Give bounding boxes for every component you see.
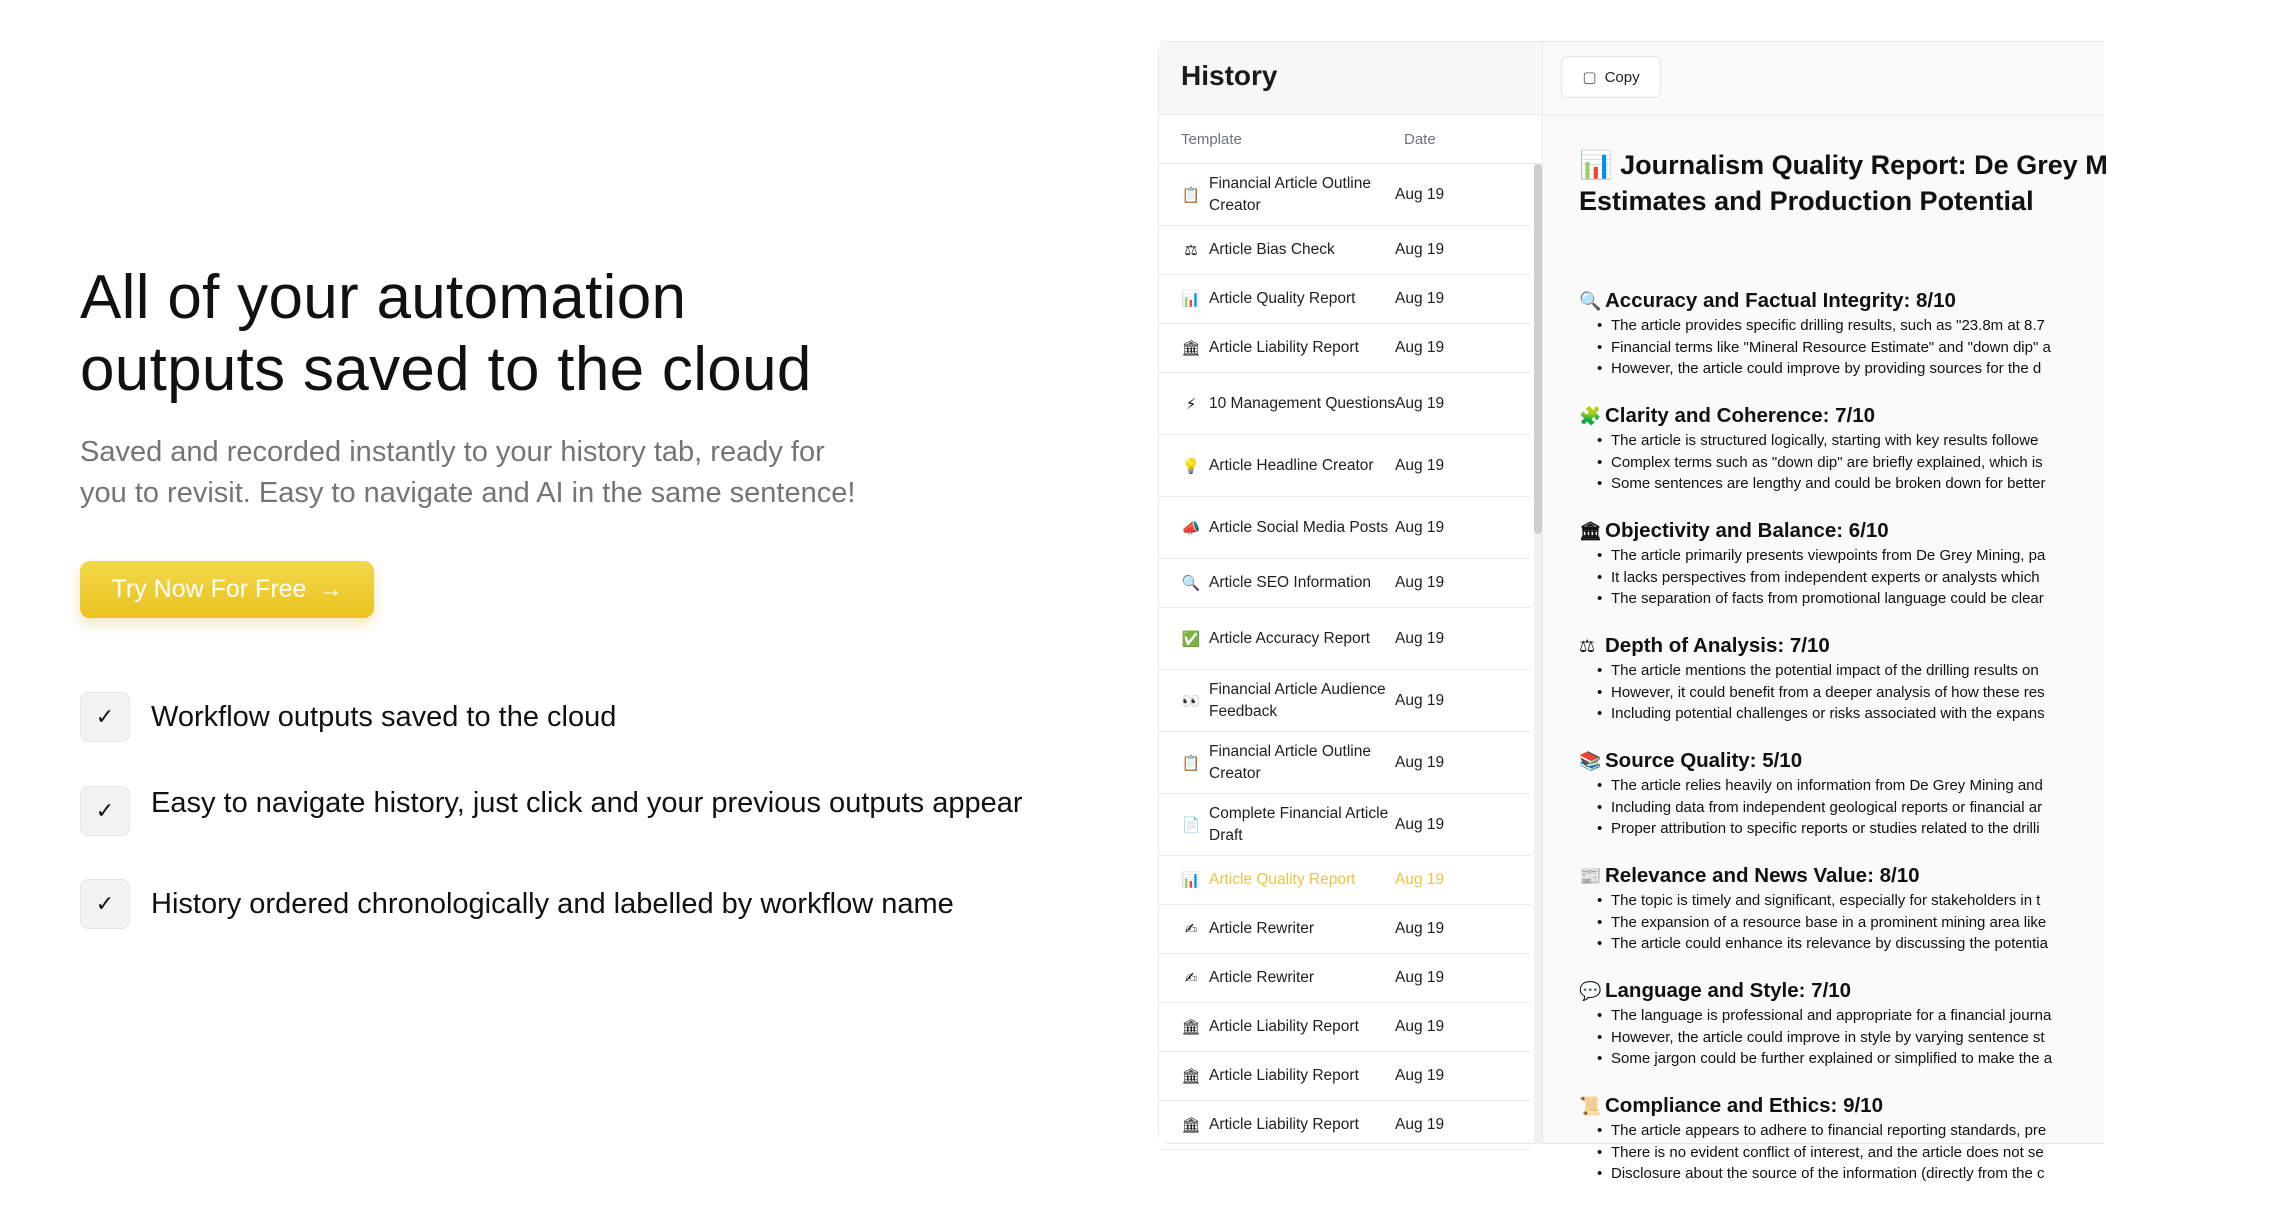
section-heading-text: Objectivity and Balance: 6/10 bbox=[1605, 519, 1889, 542]
template-icon: 📋 bbox=[1181, 754, 1201, 772]
feature-text: Easy to navigate history, just click and your previous outputs appear bbox=[151, 787, 1023, 819]
template-icon: 📋 bbox=[1181, 186, 1201, 204]
report-toolbar bbox=[1544, 42, 2104, 115]
section-bullets bbox=[1579, 1005, 2279, 1070]
section-heading bbox=[1579, 289, 2279, 313]
hero-subtitle-line: Saved and recorded instantly to your history tab, ready for bbox=[80, 436, 825, 468]
history-row[interactable] bbox=[1159, 794, 1532, 856]
report-section bbox=[1579, 749, 2279, 840]
bullet-item: • However, the article could improve in style by varying sentence st bbox=[1579, 1027, 2279, 1049]
template-icon: 💡 bbox=[1181, 457, 1201, 475]
row-date: Aug 19 bbox=[1395, 629, 1445, 647]
row-date: Aug 19 bbox=[1395, 1018, 1445, 1035]
template-icon: 📄 bbox=[1181, 816, 1201, 834]
bullet-item: • The language is professional and appropriate for a financial journa bbox=[1579, 1005, 2279, 1027]
template-name: Article Liability Report bbox=[1209, 1018, 1359, 1035]
section-bullets bbox=[1579, 775, 2279, 840]
row-date: Aug 19 bbox=[1395, 574, 1445, 591]
report-section bbox=[1579, 404, 2279, 495]
row-date: Aug 19 bbox=[1395, 753, 1445, 771]
template-icon: 🏛 bbox=[1181, 1117, 1201, 1134]
section-icon: 🏛 bbox=[1579, 521, 1602, 541]
clipboard-icon: ▢ bbox=[1582, 69, 1597, 86]
history-row[interactable] bbox=[1159, 856, 1532, 905]
history-row[interactable] bbox=[1159, 275, 1532, 324]
section-heading-text: Clarity and Coherence: 7/10 bbox=[1605, 404, 1876, 427]
template-name: Article Accuracy Report bbox=[1209, 629, 1371, 647]
report-title bbox=[1579, 147, 2179, 219]
copy-label: Copy bbox=[1604, 68, 1640, 86]
section-icon: 🧩 bbox=[1579, 406, 1602, 426]
bullet-item: • The article appears to adhere to financial reporting standards, pre bbox=[1579, 1120, 2279, 1142]
section-heading bbox=[1579, 634, 2279, 658]
report-panel bbox=[1544, 42, 2108, 1182]
section-bullets bbox=[1579, 545, 2279, 610]
checkmark-icon: ✓ bbox=[80, 879, 130, 929]
bullet-item: • The article mentions the potential impact of the drilling results on bbox=[1579, 660, 2279, 682]
bullet-item: • Including data from independent geological reports or financial ar bbox=[1579, 797, 2279, 819]
template-name: Financial Article Audience Feedback bbox=[1209, 680, 1386, 720]
row-date: Aug 19 bbox=[1395, 815, 1445, 833]
row-date: Aug 19 bbox=[1395, 1116, 1445, 1133]
feature-item bbox=[80, 786, 1031, 836]
section-icon: 📚 bbox=[1579, 751, 1602, 771]
history-row[interactable] bbox=[1159, 905, 1532, 954]
bullet-item: • The separation of facts from promotional language could be clear bbox=[1579, 588, 2279, 610]
history-panel bbox=[1159, 42, 1543, 1143]
template-icon: 🔍 bbox=[1181, 575, 1201, 592]
template-name: Article Headline Creator bbox=[1209, 456, 1374, 474]
report-body bbox=[1579, 147, 2179, 1182]
history-row[interactable] bbox=[1159, 559, 1532, 608]
template-name: Article Rewriter bbox=[1209, 969, 1315, 986]
try-now-label: Try Now For Free bbox=[111, 575, 307, 603]
bullet-item: • However, it could benefit from a deeper analysis of how these res bbox=[1579, 682, 2279, 704]
bullet-item: • The article could enhance its relevance by discussing the potentia bbox=[1579, 933, 2279, 955]
template-icon: ✅ bbox=[1181, 630, 1201, 648]
template-name: Article Quality Report bbox=[1209, 871, 1356, 888]
history-row[interactable] bbox=[1159, 435, 1532, 497]
row-date: Aug 19 bbox=[1395, 241, 1445, 258]
history-column-header bbox=[1159, 115, 1542, 164]
row-date: Aug 19 bbox=[1395, 518, 1445, 536]
row-date: Aug 19 bbox=[1395, 969, 1445, 986]
row-date: Aug 19 bbox=[1395, 871, 1445, 888]
section-icon: 📜 bbox=[1579, 1096, 1602, 1116]
report-title-line: 📊 Journalism Quality Report: De Grey M bbox=[1579, 150, 2108, 180]
section-icon: 💬 bbox=[1579, 981, 1602, 1001]
feature-item bbox=[80, 692, 1051, 742]
history-row[interactable] bbox=[1159, 732, 1532, 794]
section-heading-text: Depth of Analysis: 7/10 bbox=[1605, 634, 1830, 657]
hero-title-line: All of your automation bbox=[80, 263, 687, 332]
section-heading bbox=[1579, 1094, 2279, 1118]
bullet-item: • Complex terms such as "down dip" are briefly explained, which is bbox=[1579, 452, 2279, 474]
section-heading bbox=[1579, 979, 2279, 1003]
feature-text: Workflow outputs saved to the cloud bbox=[151, 701, 617, 733]
row-date: Aug 19 bbox=[1395, 185, 1445, 203]
report-section bbox=[1579, 1094, 2279, 1185]
row-date: Aug 19 bbox=[1395, 691, 1445, 709]
report-title-line: Estimates and Production Potential bbox=[1579, 186, 2034, 216]
bullet-item: • Proper attribution to specific reports or studies related to the drilli bbox=[1579, 818, 2279, 840]
template-icon: ✍ bbox=[1184, 921, 1198, 938]
history-row[interactable] bbox=[1159, 226, 1532, 275]
hero-subtitle-line: you to revisit. Easy to navigate and AI in the same sentence! bbox=[80, 477, 856, 509]
section-heading bbox=[1579, 864, 2279, 888]
try-now-button[interactable] bbox=[80, 561, 374, 618]
template-name: Financial Article Outline Creator bbox=[1209, 742, 1371, 782]
template-icon: ⚡ bbox=[1185, 395, 1197, 413]
row-date: Aug 19 bbox=[1395, 339, 1445, 356]
history-row[interactable] bbox=[1159, 1101, 1532, 1150]
section-heading-text: Accuracy and Factual Integrity: 8/10 bbox=[1605, 289, 1956, 312]
bullet-item: • There is no evident conflict of interest, and the article does not se bbox=[1579, 1142, 2279, 1164]
template-name: Article Liability Report bbox=[1209, 1116, 1359, 1133]
template-name: Financial Article Outline Creator bbox=[1209, 174, 1371, 214]
section-bullets bbox=[1579, 430, 2279, 495]
history-row[interactable] bbox=[1159, 497, 1532, 559]
history-row[interactable] bbox=[1159, 670, 1532, 732]
history-row[interactable] bbox=[1159, 164, 1532, 226]
section-heading bbox=[1579, 519, 2279, 543]
section-heading-text: Language and Style: 7/10 bbox=[1605, 979, 1852, 1002]
bullet-item: • The article provides specific drilling results, such as "23.8m at 8.7 bbox=[1579, 315, 2279, 337]
hero-subtitle bbox=[80, 432, 920, 514]
template-icon: 🏛 bbox=[1181, 340, 1201, 357]
section-bullets bbox=[1579, 660, 2279, 725]
section-heading-text: Source Quality: 5/10 bbox=[1605, 749, 1803, 772]
row-date: Aug 19 bbox=[1395, 1067, 1445, 1084]
history-row[interactable] bbox=[1159, 1052, 1532, 1101]
bullet-item: • Including potential challenges or risks associated with the expans bbox=[1579, 703, 2279, 725]
report-section bbox=[1579, 289, 2279, 380]
template-icon: 👀 bbox=[1181, 692, 1201, 710]
template-name: Article SEO Information bbox=[1209, 574, 1371, 591]
template-name: 10 Management Questions bbox=[1209, 394, 1396, 412]
feature-item bbox=[80, 879, 1051, 929]
section-bullets bbox=[1579, 890, 2279, 955]
bullet-item: • Financial terms like "Mineral Resource Estimate" and "down dip" a bbox=[1579, 337, 2279, 359]
report-section bbox=[1579, 634, 2279, 725]
section-bullets bbox=[1579, 315, 2279, 380]
bullet-item: • The article primarily presents viewpoints from De Grey Mining, pa bbox=[1579, 545, 2279, 567]
row-date: Aug 19 bbox=[1395, 290, 1445, 307]
section-icon: 📰 bbox=[1579, 866, 1602, 886]
template-icon: ⚖ bbox=[1184, 242, 1198, 259]
template-icon: 📊 bbox=[1181, 872, 1201, 889]
row-date: Aug 19 bbox=[1395, 920, 1445, 937]
section-heading-text: Relevance and News Value: 8/10 bbox=[1605, 864, 1920, 887]
section-heading bbox=[1579, 749, 2279, 773]
template-name: Complete Financial Article Draft bbox=[1209, 804, 1389, 844]
report-section bbox=[1579, 979, 2279, 1070]
bullet-item: • The article is structured logically, starting with key results followe bbox=[1579, 430, 2279, 452]
bullet-item: • Disclosure about the source of the information (directly from the c bbox=[1579, 1163, 2279, 1185]
hero-title bbox=[80, 262, 980, 406]
checkmark-icon: ✓ bbox=[80, 786, 130, 836]
row-date: Aug 19 bbox=[1395, 456, 1445, 474]
row-date: Aug 19 bbox=[1395, 394, 1445, 412]
history-row[interactable] bbox=[1159, 608, 1532, 670]
checkmark-icon: ✓ bbox=[80, 692, 130, 742]
history-row[interactable] bbox=[1159, 324, 1532, 373]
bullet-item: • The topic is timely and significant, especially for stakeholders in t bbox=[1579, 890, 2279, 912]
bullet-item: • It lacks perspectives from independent experts or analysts which bbox=[1579, 567, 2279, 589]
report-section bbox=[1579, 519, 2279, 610]
bullet-item: • Some jargon could be further explained or simplified to make the a bbox=[1579, 1048, 2279, 1070]
scrollbar-thumb[interactable] bbox=[1534, 164, 1542, 534]
arrow-right-icon: → bbox=[318, 575, 343, 603]
section-icon: ⚖ bbox=[1579, 636, 1596, 656]
template-icon: ✍ bbox=[1184, 970, 1198, 987]
template-name: Article Bias Check bbox=[1209, 241, 1335, 258]
feature-text: History ordered chronologically and labelled by workflow name bbox=[151, 888, 954, 920]
section-heading bbox=[1579, 404, 2279, 428]
bullet-item: • Some sentences are lengthy and could be broken down for better bbox=[1579, 473, 2279, 495]
bullet-item: • The article relies heavily on information from De Grey Mining and bbox=[1579, 775, 2279, 797]
history-title: History bbox=[1181, 60, 1278, 91]
history-row[interactable] bbox=[1159, 373, 1532, 435]
section-bullets bbox=[1579, 1120, 2279, 1185]
history-row[interactable] bbox=[1159, 1003, 1532, 1052]
app-window bbox=[1158, 41, 2108, 1182]
hero-title-line: outputs saved to the cloud bbox=[80, 335, 812, 404]
template-name: Article Social Media Posts bbox=[1209, 518, 1389, 536]
template-icon: 📣 bbox=[1181, 519, 1201, 537]
section-icon: 🔍 bbox=[1579, 291, 1602, 311]
template-icon: 🏛 bbox=[1181, 1019, 1201, 1036]
section-heading-text: Compliance and Ethics: 9/10 bbox=[1605, 1094, 1883, 1117]
history-row[interactable] bbox=[1159, 954, 1532, 1003]
template-name: Article Liability Report bbox=[1209, 339, 1359, 356]
history-header bbox=[1159, 42, 1542, 115]
template-name: Article Rewriter bbox=[1209, 920, 1315, 937]
column-template: Template bbox=[1181, 131, 1242, 148]
template-name: Article Liability Report bbox=[1209, 1067, 1359, 1084]
bullet-item: • However, the article could improve by providing sources for the d bbox=[1579, 358, 2279, 380]
template-icon: 🏛 bbox=[1181, 1068, 1201, 1085]
template-name: Article Quality Report bbox=[1209, 290, 1356, 307]
report-section bbox=[1579, 864, 2279, 955]
bullet-item: • The expansion of a resource base in a prominent mining area like bbox=[1579, 912, 2279, 934]
copy-button[interactable] bbox=[1561, 56, 1661, 98]
template-icon: 📊 bbox=[1181, 291, 1201, 308]
column-date: Date bbox=[1404, 131, 1436, 148]
history-list bbox=[1159, 164, 1542, 1150]
